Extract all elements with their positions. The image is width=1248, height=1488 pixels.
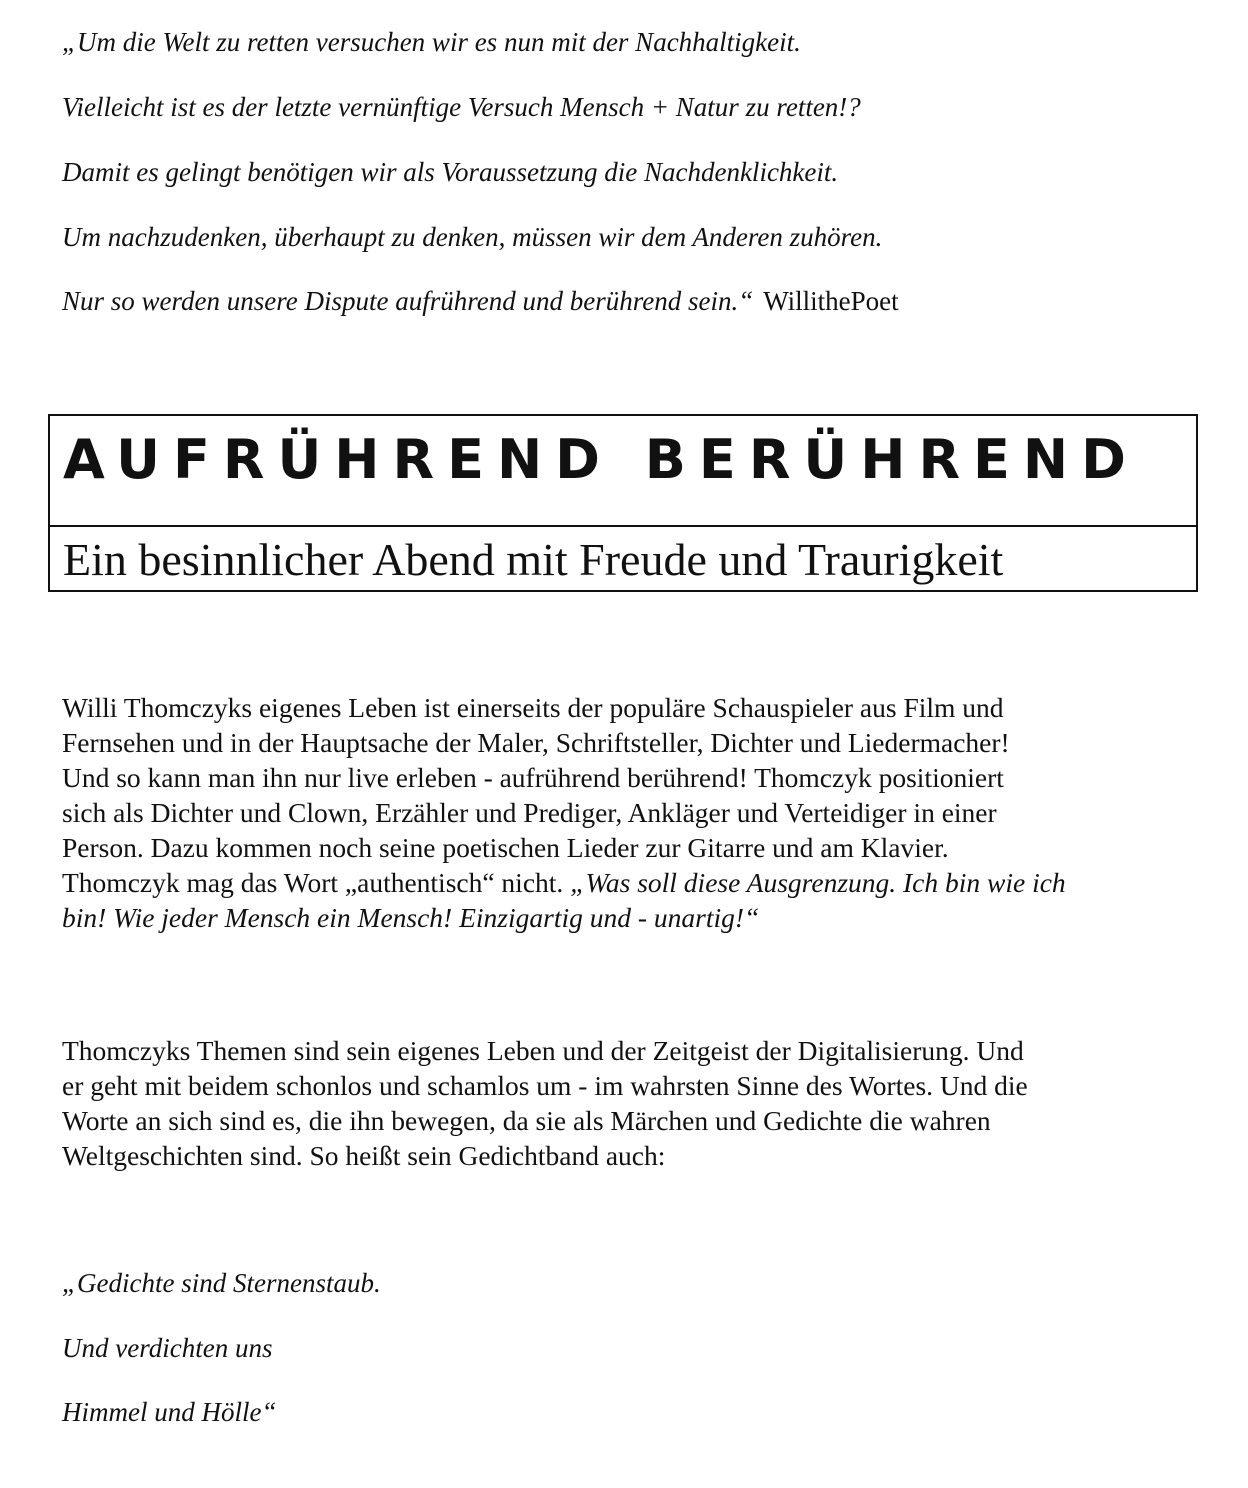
paragraph-line: Worte an sich sind es, die ihn bewegen, da sie als Märchen und Gedichte die wahren: [62, 1105, 991, 1136]
quote-text: Nur so werden unsere Dispute aufrührend und berührend sein.“: [62, 286, 754, 316]
paragraph-line: Fernsehen und in der Hauptsache der Maler, Schriftsteller, Dichter und Liedermacher!: [62, 727, 1010, 758]
paragraph-line: Und so kann man ihn nur live erleben - aufrührend berührend! Thomczyk positioniert: [62, 762, 1004, 793]
paragraph-text: Thomczyk mag das Wort „authentisch“ nicht.: [62, 867, 571, 898]
page-title: AUFRÜHREND BERÜHREND: [63, 428, 1139, 491]
paragraph-quote-italic: „Was soll diese Ausgrenzung. Ich bin wie ich: [570, 867, 1066, 898]
poem-line: „Gedichte sind Sternenstaub.: [62, 1268, 381, 1298]
quote-line-last: [62, 286, 899, 317]
paragraph-line: Thomczyks Themen sind sein eigenes Leben und der Zeitgeist der Digitalisierung. Und: [62, 1035, 1024, 1066]
poem-line: Himmel und Hölle“: [62, 1397, 277, 1427]
quote-line: Damit es gelingt benötigen wir als Voraussetzung die Nachdenklichkeit.: [62, 157, 839, 187]
paragraph-line: er geht mit beidem schonlos und schamlos um - im wahrsten Sinne des Wortes. Und die: [62, 1070, 1028, 1101]
paragraph-line: Willi Thomczyks eigenes Leben ist einerseits der populäre Schauspieler aus Film und: [62, 692, 1004, 723]
paragraph-line: Person. Dazu kommen noch seine poetischen Lieder zur Gitarre und am Klavier.: [62, 832, 949, 863]
quote-author: WillithePoet: [763, 286, 899, 316]
quote-line: „Um die Welt zu retten versuchen wir es nun mit der Nachhaltigkeit.: [62, 27, 801, 57]
quote-line: Vielleicht ist es der letzte vernünftige Versuch Mensch + Natur zu retten!?: [62, 92, 861, 122]
paragraph-line: Weltgeschichten sind. So heißt sein Gedichtband auch:: [62, 1140, 666, 1171]
quote-line: Um nachzudenken, überhaupt zu denken, müssen wir dem Anderen zuhören.: [62, 222, 883, 252]
title-row: [50, 416, 1196, 527]
poem-line: Und verdichten uns: [62, 1333, 273, 1363]
paragraph-line-mixed: [62, 865, 1202, 900]
page-subtitle: Ein besinnlicher Abend mit Freude und Traurigkeit: [63, 534, 1004, 585]
title-box: [48, 414, 1198, 592]
paragraph-quote-italic: bin! Wie jeder Mensch ein Mensch! Einzigartig und - unartig!“: [62, 902, 760, 933]
paragraph-line: sich als Dichter und Clown, Erzähler und Prediger, Ankläger und Verteidiger in einer: [62, 797, 997, 828]
paragraph-intro: [62, 690, 1202, 935]
paragraph-themes: [62, 1033, 1202, 1173]
